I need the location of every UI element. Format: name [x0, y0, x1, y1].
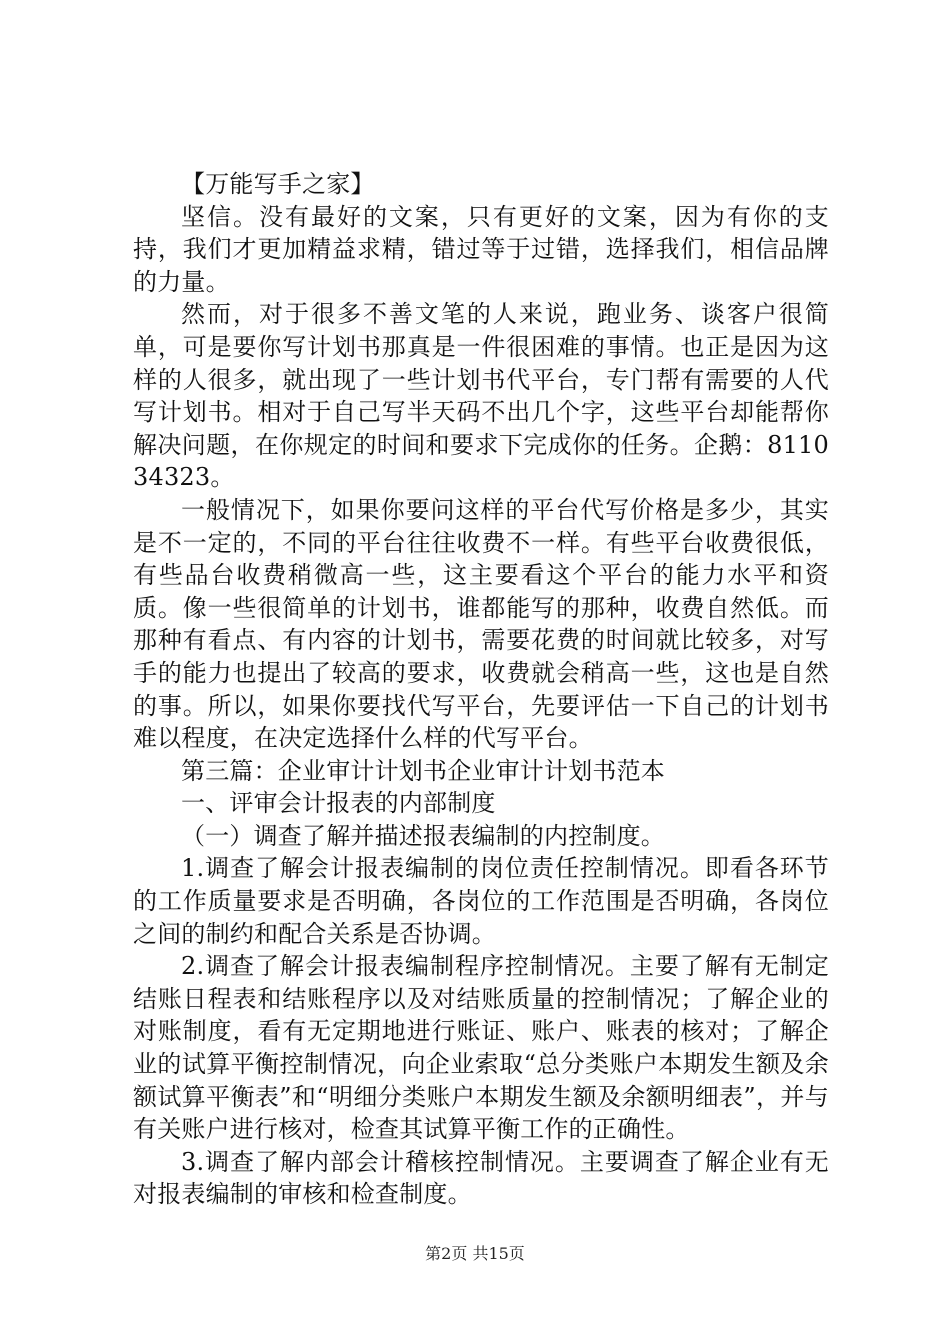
list-item-1: 1.调查了解会计报表编制的岗位责任控制情况。即看各环节的工作质量要求是否明确，各岗位的工作范围是否明确，各岗位之间的制约和配合关系是否协调。: [133, 854, 829, 948]
paragraph-belief: 坚信。没有最好的文案，只有更好的文案，因为有你的支持，我们才更加精益求精，错过等于过错，选择我们，相信品牌的力量。: [133, 202, 829, 296]
subsection-item-1: （一）调查了解并描述报表编制的内控制度。: [181, 821, 665, 850]
list-item-3: 3.调查了解内部会计稽核控制情况。主要调查了解企业有无对报表编制的审核和检查制度。: [133, 1147, 829, 1209]
paragraph-writing-difficulty: 然而，对于很多不善文笔的人来说，跑业务、谈客户很简单，可是要你写计划书那真是一件很困难的事情。也正是因为这样的人很多，就出现了一些计划书代平台，专门帮有需要的人代写计划书。相对于自己写半天码不出几个字，这些平台却能帮你解决问题，在你规定的时间和要求下完成你的任务。企鹅：811034323。: [133, 300, 829, 492]
page-footer: 第2页 共15页: [425, 1244, 525, 1263]
list-item-2: 2.调查了解会计报表编制程序控制情况。主要了解有无制定结账日程表和结账程序以及对结账质量的控制情况；了解企业的对账制度，看有无定期地进行账证、账户、账表的核对；了解企业的试算平衡控制情况，向企业索取“总分类账户本期发生额及余额试算平衡表”和“明细分类账户本期发生额及余额明细表”，并与有关账户进行核对，检查其试算平衡工作的正确性。: [133, 952, 829, 1144]
section-title: 第三篇：企业审计计划书企业审计计划书范本: [181, 756, 665, 785]
brand-header: 【万能写手之家】: [181, 170, 375, 198]
subsection-heading: 一、评审会计报表的内部制度: [181, 789, 496, 818]
paragraph-pricing: 一般情况下，如果你要问这样的平台代写价格是多少，其实是不一定的，不同的平台往往收费不一样。有些平台收费很低，有些品台收费稍微高一些，这主要看这个平台的能力水平和资质。像一些很简单的计划书，谁都能写的那种，收费自然低。而那种有看点、有内容的计划书，需要花费的时间就比较多，对写手的能力也提出了较高的要求，收费就会稍高一些，这也是自然的事。所以，如果你要找代写平台，先要评估一下自己的计划书难以程度，在决定选择什么样的代写平台。: [133, 495, 829, 753]
document-body: [133, 168, 829, 1211]
